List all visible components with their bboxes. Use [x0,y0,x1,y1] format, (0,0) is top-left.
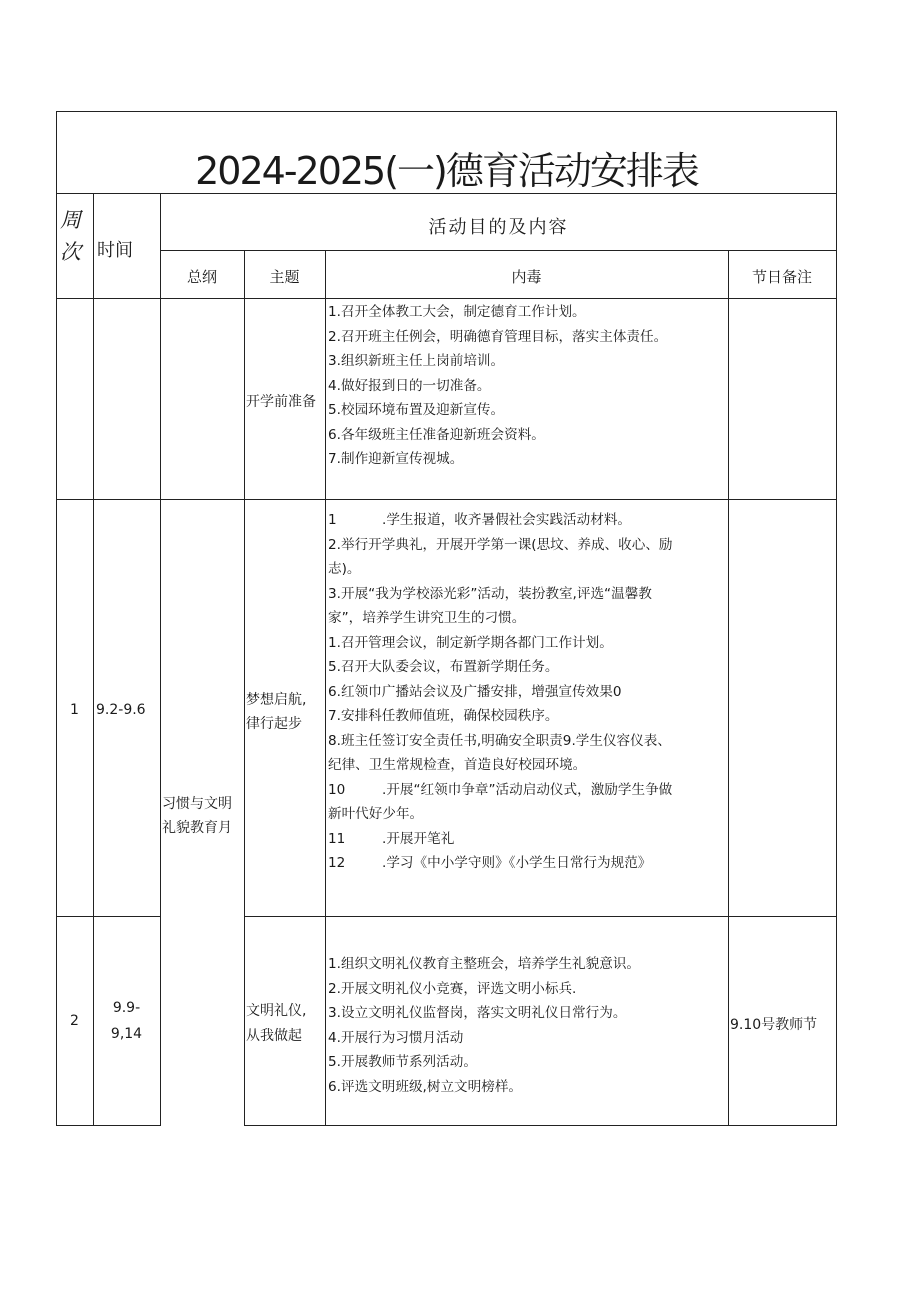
list-item: 6.评选文明班级,树立文明榜样。 [328,1078,523,1095]
row1-content [328,508,728,876]
row2-time-line1: 9.9- [112,1000,141,1016]
row2-time-line2: 9,14 [110,1026,143,1042]
list-item: 7.制作迎新宣传视城。 [328,451,464,467]
list-item: 志)。 [328,561,361,577]
list-item: 4.开展行为习惯月活动 [328,1029,464,1046]
outline-line1: 习惯与文明 [162,796,232,812]
list-item: 3.开展“我为学校添光彩”活动，装扮教室,评选“温馨教 [328,585,652,602]
list-item: 5.开展教师节系列活动。 [328,1054,477,1070]
header-purpose: 活动目的及内容 [428,217,569,238]
row2-theme-line1: 文明礼仪, [246,1003,307,1019]
row2-note: 9.10号教师节 [730,1017,818,1033]
list-item: 6.各年级班主任准备迎新班会资料。 [328,426,545,443]
row1-week: 1 [70,702,79,718]
row1-theme-line1: 梦想启航, [246,692,307,708]
row1-time: 9.2-9.6 [96,702,146,718]
header-time: 时间 [97,240,133,261]
header-outline: 总纲 [186,268,217,286]
list-item: 4.做好报到日的一切准备。 [328,377,491,394]
list-item: 2.开展文明礼仪小竞赛，评选文明小标兵. [328,980,577,997]
list-item: 纪律、卫生常规检查，首造良好校园环境。 [328,757,587,773]
row2-week: 2 [70,1013,79,1029]
list-item: 6.红领巾广播站会议及广播安排，增强宣传效果0 [328,683,622,700]
list-item: 5.校园环境布置及迎新宣传。 [328,402,505,418]
list-item: 8.班主任签订安全责任书,明确安全职责9.学生仪容仪表、 [328,732,671,749]
list-item: 2.举行开学典礼，开展开学第一课(思坟、养成、收心、励 [328,536,673,553]
list-item: 5.召开大队委会议，布置新学期任务。 [328,659,559,675]
list-item: 10 .开展“红领巾争章”活动启动仪式，激励学生争做 [328,781,673,798]
header-theme: 主题 [269,268,300,286]
header-content: 内毒 [511,268,542,286]
list-item: 1 .学生报道，收齐暑假社会实践活动材料。 [328,512,632,528]
outline-line2: 礼貌教育月 [162,820,232,836]
row2-theme-line2: 从我做起 [246,1028,302,1044]
list-item: 1.组织文明礼仪教育主整班会，培养学生礼貌意识。 [328,956,641,972]
list-item: 新叶代好少年。 [328,806,424,822]
header-notes: 节日备注 [751,268,812,286]
page-title: 2024-2025(一)德育活动安排表 [195,149,698,193]
header-week: 周次 [60,208,81,264]
list-item: 1.召开全体教工大会，制定德育工作计划。 [328,304,586,320]
list-item: 7.安排科任教师值班，确保校园秩序。 [328,708,559,724]
row0-content [328,300,728,472]
list-item: 1.召开管理会议，制定新学期各都门工作计划。 [328,634,613,651]
list-item: 2.召开班主任例会，明确德育管理目标，落实主体责任。 [328,328,668,345]
list-item: 3.设立文明礼仪监督岗，落实文明礼仪日常行为。 [328,1005,627,1021]
list-item: 3.组织新班主任上岗前培训。 [328,353,505,369]
list-item: 12 .学习《中小学守则》《小学生日常行为规范》 [328,855,652,871]
row1-theme-line2: 律行起步 [246,716,302,732]
row2-content [328,952,728,1099]
list-item: 家”，培养学生讲究卫生的刁惯。 [328,610,526,626]
row0-theme: 开学前准备 [246,394,316,410]
list-item: 11 .开展开笔礼 [328,830,455,847]
